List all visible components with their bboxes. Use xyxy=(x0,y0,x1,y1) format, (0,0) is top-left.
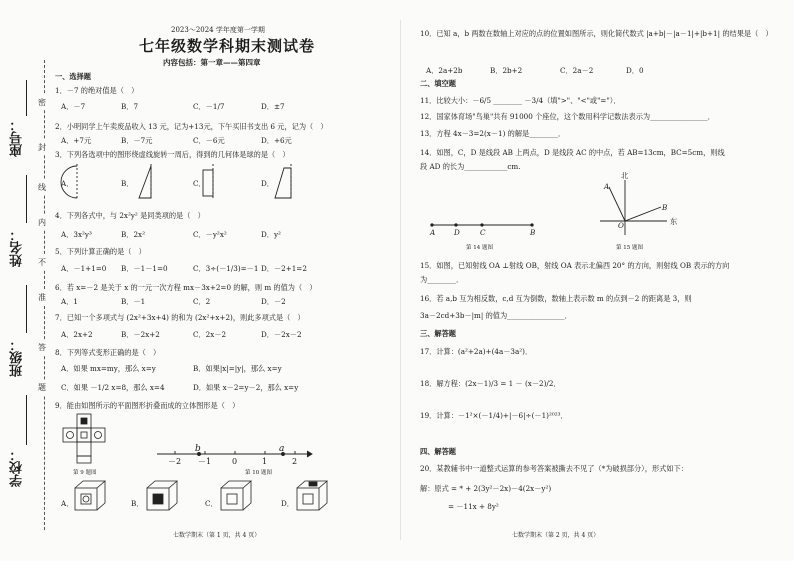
question-19: 19．计算：－1²×(－1/4)+|－6|÷(－1)²⁰²³． xyxy=(420,411,568,420)
seat-label: 座号： xyxy=(10,118,25,157)
option: A．－1+1=0 xyxy=(61,264,107,273)
numline-tick-label: 1 xyxy=(262,457,268,466)
fig14-point-label: C xyxy=(480,228,486,237)
fig14-point-label: A xyxy=(430,228,436,237)
fig9-caption: 第 9 题图 xyxy=(73,470,97,476)
option: C．－6元 xyxy=(193,136,225,145)
option: A．2a+2b xyxy=(426,66,463,75)
question-11: 11．比较大小：－6/5 ________ －3/4（填">"、"<"或"="）． xyxy=(420,96,621,105)
option: A． xyxy=(61,179,74,188)
option: A．如果 mx=my，那么 x=y xyxy=(61,364,156,373)
option: A．+7元 xyxy=(61,136,92,145)
seal-word: 密 xyxy=(38,95,46,110)
question-20: 20．某教辅书中一道整式运算的参考答案被撕去不见了（*为破损部分），形式如下： xyxy=(420,464,688,473)
school-line xyxy=(26,395,27,445)
question-14: 14．如图，C，D 是线段 AB 上两点，D 是线段 AC 的中点，若 AB=13cm，BC=5cm，则线 xyxy=(420,148,725,157)
exam-year: 2023～2024 学年度第一学期 xyxy=(171,26,265,34)
option: D．－2 xyxy=(261,297,286,306)
school-label: 学校： xyxy=(10,448,25,487)
fig15-label-north: 北 xyxy=(621,171,629,180)
question-15-cont: 为________． xyxy=(420,275,464,284)
question-9: 9．能由如图所示的平面图形折叠而成的立体图形是（ ） xyxy=(55,401,240,410)
option: A．1 xyxy=(61,297,78,306)
option: C．3÷(－1/3)=－1 xyxy=(193,264,259,273)
option: D．－2+1=2 xyxy=(261,264,307,273)
question-3: 3．下列各选项中的图形绕虚线旋转一周后，得到的几何体是球的是（ ） xyxy=(55,150,290,159)
numline-tick-label: －2 xyxy=(168,457,182,466)
option: C．－y²x² xyxy=(193,230,227,239)
question-16: 16．若 a,b 互为相反数，c,d 互为倒数，数轴上表示数 m 的点到－2 的距离是 3，则 xyxy=(420,294,692,303)
exam-title: 七年级数学科期末测试卷 xyxy=(139,37,316,55)
seal-word: 不 xyxy=(38,255,46,270)
option: D． xyxy=(281,499,294,508)
exam-scope: 内容包括：第一章——第四章 xyxy=(163,58,261,67)
section-heading: 一、选择题 xyxy=(55,72,91,81)
fig15-label-b: B xyxy=(662,203,668,212)
option: C．2x－2 xyxy=(193,330,227,339)
shape-d-trapezoid xyxy=(275,164,291,200)
option: B．如果|x|=|y|，那么 x=y xyxy=(193,364,282,373)
shape-a-semicircle xyxy=(61,164,77,200)
option: B．2x² xyxy=(121,230,145,239)
numline-tick-label: －1 xyxy=(198,457,212,466)
option: B．－1－1=0 xyxy=(121,264,168,273)
page-1 xyxy=(55,0,390,561)
class-line xyxy=(26,285,27,333)
option: B．－2x+2 xyxy=(121,330,160,339)
numline-tick-label: 2 xyxy=(292,457,298,466)
cube-c xyxy=(221,481,251,510)
q20-result: = －11x + 8y² xyxy=(448,502,499,511)
seal-word: 封 xyxy=(38,140,46,155)
option: A．2x+2 xyxy=(61,330,93,339)
question-12: 12．国家体育场"鸟巢"共有 91000 个座位，这个数用科学记数法表示为________________． xyxy=(420,112,715,121)
fig14-point-label: B xyxy=(530,228,536,237)
option: A．－7 xyxy=(61,102,86,111)
question-8: 8．下列等式变形正确的是（ ） xyxy=(55,348,161,357)
section-heading: 三、解答题 xyxy=(420,329,456,338)
option: B．－1 xyxy=(121,297,146,306)
fig15-label-a: A xyxy=(604,182,610,191)
seal-word: 答 xyxy=(38,340,46,355)
option: A．3x²y³ xyxy=(61,230,92,239)
name-label: 姓名： xyxy=(10,228,25,267)
fig15-label-east: 东 xyxy=(670,217,678,226)
question-5: 5．下列计算正确的是（ ） xyxy=(55,247,146,256)
name-line xyxy=(26,175,27,223)
option: C． xyxy=(193,179,206,188)
option: D．y² xyxy=(261,230,281,239)
numline-point-b: b xyxy=(195,444,201,454)
fig15-caption: 第 15 题图 xyxy=(616,245,643,251)
page-2-footer: 七数学期末（第 2 页，共 4 页） xyxy=(512,532,600,539)
option: D．如果 x－2=y－2，那么 x=y xyxy=(193,383,299,392)
question-13: 13．方程 4x－3=2(x－1) 的解是________． xyxy=(420,129,566,138)
option: B．7 xyxy=(121,102,139,111)
option: B． xyxy=(131,499,144,508)
q3-shapes xyxy=(55,160,355,205)
option: A． xyxy=(61,499,74,508)
seal-word: 内 xyxy=(38,215,46,230)
seal-word: 线 xyxy=(38,180,46,195)
section-heading: 二、填空题 xyxy=(420,79,456,88)
question-16-cont: 3a－2cd+3b－|m| 的值为________________． xyxy=(420,311,572,320)
option: B．2b+2 xyxy=(490,66,523,75)
question-14-cont: 段 AD 的长为____________cm. xyxy=(420,162,521,171)
section-heading: 四、解答题 xyxy=(420,447,456,456)
seal-word: 题 xyxy=(38,380,46,395)
option: C．如果 －1/2 x=8，那么 x=4 xyxy=(61,383,165,392)
shape-b-triangle xyxy=(139,164,151,200)
option: C．2a－2 xyxy=(560,66,594,75)
center-divider xyxy=(400,20,401,540)
cube-b xyxy=(147,481,177,510)
numline-tick-label: 0 xyxy=(232,457,238,466)
page-1-footer: 七数学期末（第 1 页，共 4 页） xyxy=(173,532,261,539)
option: D．+6元 xyxy=(261,136,292,145)
cube-a xyxy=(75,481,105,510)
question-4: 4．下列各式中，与 2x²y² 是同类项的是（ ） xyxy=(55,211,205,220)
question-18: 18．解方程：(2x－1)/3 = 1 － (x－2)/2． xyxy=(420,379,561,388)
q9-cube-options xyxy=(55,478,355,518)
option: D．0 xyxy=(626,66,644,75)
fig14-point-label: D xyxy=(454,228,460,237)
option: C．－1/7 xyxy=(193,102,225,111)
option: B． xyxy=(121,179,134,188)
question-2: 2．小明同学上午卖废品收入 13 元，记为+13元，下午买旧书支出 6 元，记为（ ） xyxy=(55,122,328,131)
numline-point-a: a xyxy=(279,444,285,454)
q20-expression: 解：原式 = * + 2(3y²－2x)－4(2x－y²) xyxy=(420,484,552,493)
seat-line xyxy=(26,80,27,116)
question-7: 7．已知一个多项式与 (2x²+3x+4) 的和为 (2x²+x+2)，则此多项式是（ ） xyxy=(55,313,305,322)
question-1: 1．－7 的绝对值是（ ） xyxy=(55,86,139,95)
class-label: 班级： xyxy=(10,338,25,377)
option: D．±7 xyxy=(261,102,285,111)
question-6: 6．若 x=－2 是关于 x 的一元一次方程 mx－3x+2=0 的解，则 m 的值为（ ） xyxy=(55,283,317,292)
fig14-caption: 第 14 题图 xyxy=(466,245,493,251)
fig15-label-o: O xyxy=(618,221,624,230)
option: D．－2x－2 xyxy=(261,330,302,339)
option: B．－7元 xyxy=(121,136,153,145)
question-10: 10．已知 a，b 两数在数轴上对应的点的位置如图所示，则化简代数式 |a+b|－|a－1|+|b+1| 的结果是（ ） xyxy=(420,29,773,38)
question-17: 17．计算：(a²+2a)+(4a－3a²)． xyxy=(420,347,533,356)
option: D． xyxy=(261,179,274,188)
option: C．2 xyxy=(193,297,211,306)
fig10-caption: 第 10 题图 xyxy=(245,470,272,476)
page-2 xyxy=(420,0,785,561)
shape-c-rectangle xyxy=(203,164,213,200)
cube-d xyxy=(297,481,327,510)
option: C． xyxy=(205,499,218,508)
fig9-cube-net xyxy=(59,412,111,464)
seal-word: 准 xyxy=(38,290,46,305)
question-15: 15．如图，已知射线 OA ⊥射线 OB，射线 OA 表示北偏西 20° 的方向，则射线 OB 表示的方向 xyxy=(420,261,730,270)
binding-strip xyxy=(0,0,50,561)
